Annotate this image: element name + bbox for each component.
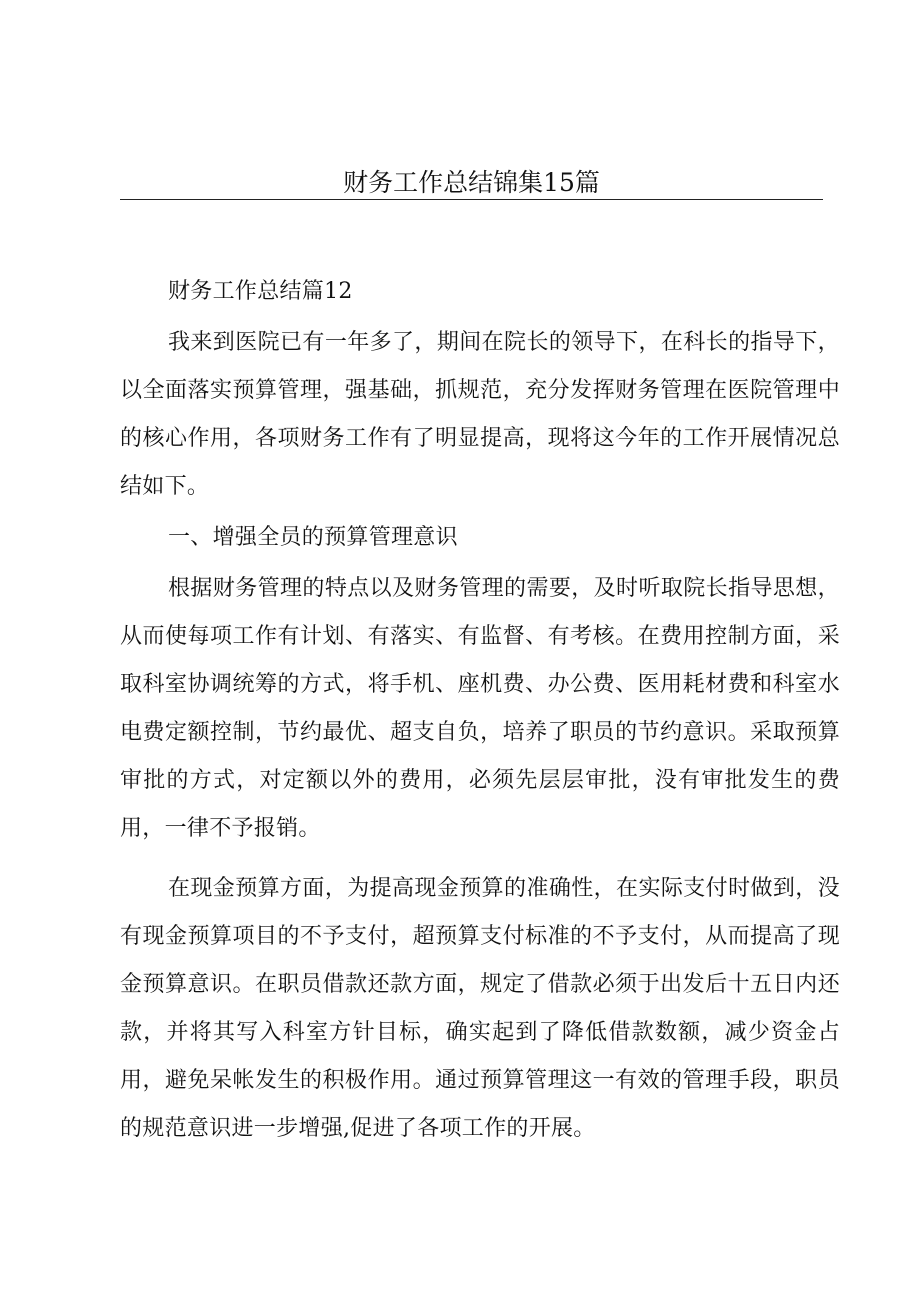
paragraph-cash-budget: 在现金预算方面，为提高现金预算的准确性，在实际支付时做到，没有现金预算项目的不予支付，超预算支付标准的不予支付，从而提高了现金预算意识。在职员借款还款方面，规定了借款必须于出发后十五日内还款，并将其写入科室方针目标，确实起到了降低借款数额，减少资金占用，避免呆帐发生的积极作用。通过预算管理这一有效的管理手段，职员的规范意识进一步增强,促进了各项工作的开展。 — [120, 876, 840, 1141]
section-heading-budget-awareness: 一、增强全员的预算管理意识 — [168, 525, 458, 550]
paragraph-intro: 我来到医院已有一年多了，期间在院长的领导下，在科长的指导下，以全面落实预算管理，强基础，抓规范，充分发挥财务管理在医院管理中的核心作用，各项财务工作有了明显提高，现将这今年的工作开展情况总结如下。 — [120, 330, 840, 499]
section-subtitle: 财务工作总结篇12 — [168, 279, 353, 304]
paragraph-cost-control: 根据财务管理的特点以及财务管理的需要，及时听取院长指导思想，从而使每项工作有计划、有落实、有监督、有考核。在费用控制方面，采取科室协调统筹的方式，将手机、座机费、办公费、医用耗材费和科室水电费定额控制，节约最优、超支自负，培养了职员的节约意识。采取预算审批的方式，对定额以外的费用，必须先层层审批，没有审批发生的费用，一律不予报销。 — [120, 576, 840, 841]
document-title: 财务工作总结锦集15篇 — [343, 168, 600, 197]
title-underline — [120, 199, 823, 200]
document-body — [120, 268, 840, 1165]
